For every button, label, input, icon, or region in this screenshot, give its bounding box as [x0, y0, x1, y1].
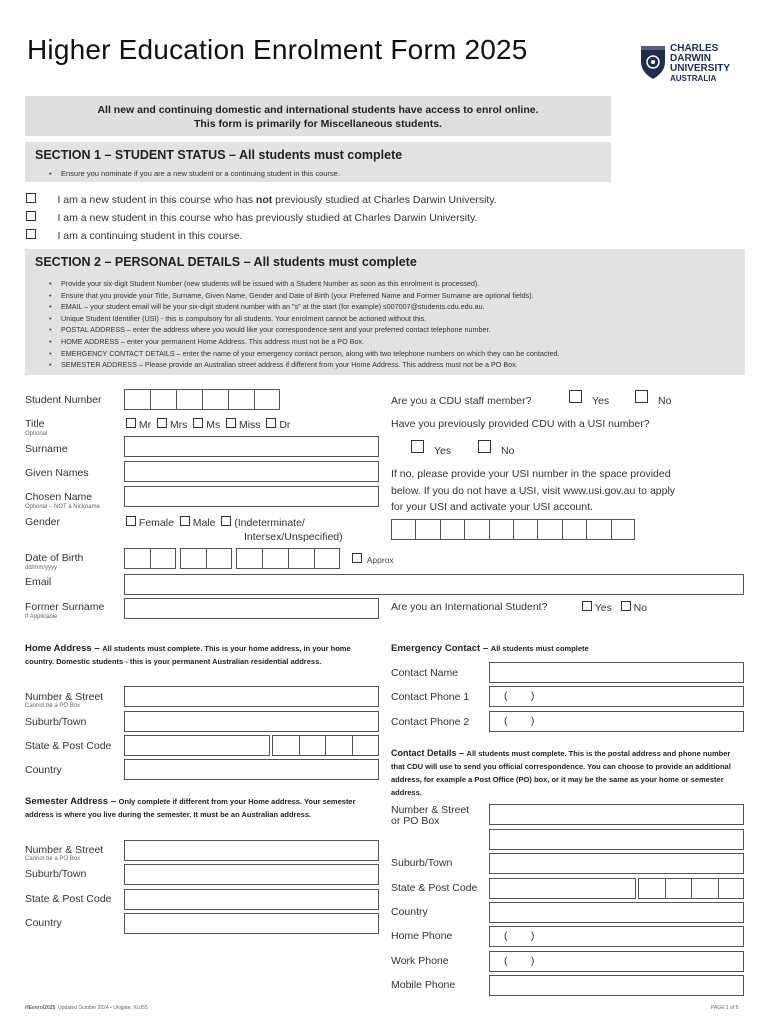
- postcode-cell[interactable]: [718, 878, 745, 899]
- status-option-1-text: I am a new student in this course who has: [57, 194, 256, 206]
- title-ms-label: Ms: [206, 419, 221, 431]
- work-phone-label: Work Phone: [391, 955, 449, 967]
- status-checkbox-3[interactable]: [26, 229, 36, 239]
- footer-left: [25, 1005, 148, 1011]
- gender-female-checkbox[interactable]: [126, 516, 136, 526]
- cdu-staff-no-label: No: [658, 395, 672, 407]
- section2-bullet: • EMERGENCY CONTACT DETAILS – enter the name of your emergency contact person, along with two telephone numbers on which they can be contacted.: [49, 348, 559, 360]
- email-input[interactable]: [124, 574, 744, 595]
- home-phone-label: Home Phone: [391, 930, 453, 942]
- semester-suburb-input[interactable]: [124, 864, 379, 885]
- contact-street-label: [391, 805, 469, 827]
- cdu-logo: [640, 44, 750, 84]
- banner-line1: All new and continuing domestic and international students have access to enrol online.: [97, 104, 539, 116]
- usi-yes-label: Yes: [434, 445, 452, 457]
- section2-bullet: • POSTAL ADDRESS – enter the address where you would like your correspondence sent and your preferred contact telephone number.: [49, 324, 559, 336]
- usi-cell[interactable]: [440, 519, 464, 540]
- contact-state-label: State & Post Code: [391, 882, 478, 894]
- contact-street-input-1[interactable]: [489, 804, 744, 825]
- footer-updated: Updated October 2024 • Unigate: XL055: [58, 1005, 148, 1011]
- postcode-cell[interactable]: [352, 735, 379, 756]
- digit-cell[interactable]: [254, 389, 280, 410]
- logo-line3: UNIVERSITY: [670, 63, 731, 74]
- usi-instructions: [391, 466, 675, 516]
- postcode-cell[interactable]: [299, 735, 326, 756]
- former-surname-note: If Applicable: [25, 614, 58, 620]
- semester-state-input[interactable]: [124, 889, 379, 910]
- semester-address-heading: [25, 796, 380, 821]
- footer-page-number: PAGE 1 of 6: [711, 1005, 739, 1011]
- title-label: Title: [25, 418, 45, 430]
- cdu-staff-no-checkbox[interactable]: [635, 390, 648, 403]
- gender-other-label-2: Intersex/Unspecified): [244, 531, 343, 543]
- logo-line1: CHARLES: [670, 43, 719, 54]
- date-cell[interactable]: [180, 548, 206, 569]
- postcode-cell[interactable]: [638, 878, 665, 899]
- gender-female-label: Female: [138, 517, 174, 529]
- title-miss-label: Miss: [238, 419, 261, 431]
- section2-bullets: [49, 278, 559, 371]
- international-yes-label: Yes: [594, 602, 612, 614]
- digit-cell[interactable]: [228, 389, 254, 410]
- usi-cell[interactable]: [513, 519, 537, 540]
- logo-line4: AUSTRALIA: [670, 74, 717, 83]
- former-surname-input[interactable]: [124, 598, 379, 619]
- given-names-label: Given Names: [25, 467, 89, 479]
- digit-cell[interactable]: [124, 389, 150, 410]
- digit-cell[interactable]: [150, 389, 176, 410]
- gender-label: Gender: [25, 516, 61, 528]
- semester-country-input[interactable]: [124, 913, 379, 934]
- usi-cell[interactable]: [391, 519, 415, 540]
- emergency-note: All students must complete: [490, 644, 589, 653]
- usi-cell[interactable]: [489, 519, 513, 540]
- postcode-cell[interactable]: [325, 735, 352, 756]
- semester-street-label: Number & Street: [25, 844, 104, 856]
- contact-street-label-2: or PO Box: [391, 815, 440, 827]
- chosen-name-label: Chosen Name: [25, 491, 93, 503]
- contact-phone2-input[interactable]: ( ): [489, 711, 744, 732]
- title-dr-checkbox[interactable]: [266, 418, 276, 428]
- usi-prev-question: Have you previously provided CDU with a USI number?: [391, 418, 650, 430]
- usi-text-2: below. If you do not have a USI, visit www.usi.gov.au to apply: [391, 484, 676, 497]
- home-street-note: Cannot be a PO Box: [25, 703, 81, 709]
- section1-title: SECTION 1 – STUDENT STATUS – All students must complete: [35, 148, 403, 162]
- home-country-input[interactable]: [124, 759, 379, 780]
- section2-bullet: • Provide your six-digit Student Number (new students will be issued with a Student Number as soon as this enrolment is processed).: [49, 278, 559, 290]
- usi-cell[interactable]: [415, 519, 439, 540]
- home-address-title: Home Address –: [25, 643, 100, 654]
- title-mr-checkbox[interactable]: [126, 418, 136, 428]
- date-cell[interactable]: [206, 548, 232, 569]
- chosen-name-input[interactable]: [124, 486, 379, 507]
- date-cell[interactable]: [314, 548, 340, 569]
- digit-cell[interactable]: [176, 389, 202, 410]
- contact-phone1-input[interactable]: ( ): [489, 686, 744, 707]
- status-option-1[interactable]: [26, 190, 497, 208]
- date-cell[interactable]: [150, 548, 176, 569]
- student-number-input[interactable]: [124, 389, 280, 410]
- gender-options[interactable]: [126, 516, 376, 544]
- semester-street-input[interactable]: [124, 840, 379, 861]
- usi-text-3: for your USI and activate your USI account.: [391, 501, 593, 513]
- contact-details-title: Contact Details –: [391, 748, 465, 758]
- status-option-2[interactable]: [26, 208, 477, 226]
- cdu-staff-question: Are you a CDU staff member?: [391, 395, 532, 407]
- usi-text-1: If no, please provide your USI number in the space provided: [391, 468, 671, 480]
- date-cell[interactable]: [236, 548, 262, 569]
- postcode-cell[interactable]: [665, 878, 692, 899]
- contact-name-input[interactable]: [489, 662, 744, 683]
- usi-cell[interactable]: [562, 519, 586, 540]
- student-number-label: Student Number: [25, 394, 102, 406]
- date-cell[interactable]: [288, 548, 314, 569]
- approx-checkbox[interactable]: [352, 553, 362, 563]
- title-mrs-label: Mrs: [169, 419, 188, 431]
- date-cell[interactable]: [124, 548, 150, 569]
- contact-suburb-input[interactable]: [489, 853, 744, 874]
- date-cell[interactable]: [262, 548, 288, 569]
- status-option-2-text: I am a new student in this course who has previously studied at Charles Darwin University.: [57, 212, 478, 224]
- contact-phone1-label: Contact Phone 1: [391, 691, 470, 703]
- home-address-note: All students must complete. This is your home address, in your home country. Domestic students - this is your permanent Australian residential address.: [25, 644, 351, 666]
- contact-country-label: Country: [391, 906, 428, 918]
- banner-line2: This form is primarily for Miscellaneous students.: [194, 118, 442, 130]
- section2-bullet: • Ensure that you provide your Title, Surname, Given Name, Gender and Date of Birth (your Preferred Name and Former Surname are optional fields).: [49, 290, 559, 302]
- section1-bullet: • Ensure you nominate if you are a new student or a continuing student in this course.: [49, 169, 340, 178]
- emergency-heading: [391, 643, 589, 656]
- usi-yes-checkbox[interactable]: [411, 440, 424, 453]
- usi-input[interactable]: [391, 519, 635, 540]
- contact-phone2-label: Contact Phone 2: [391, 716, 470, 728]
- shield-icon: [640, 44, 666, 80]
- usi-cell[interactable]: [464, 519, 488, 540]
- contact-street-label-1: Number & Street: [391, 804, 470, 816]
- home-suburb-label: Suburb/Town: [25, 716, 87, 728]
- surname-input[interactable]: [124, 436, 379, 457]
- logo-line2: DARWIN: [670, 53, 711, 64]
- postcode-cell[interactable]: [272, 735, 299, 756]
- dob-label: Date of Birth: [25, 552, 84, 564]
- usi-cell[interactable]: [611, 519, 635, 540]
- status-option-3[interactable]: [26, 226, 242, 244]
- home-suburb-input[interactable]: [124, 711, 379, 732]
- home-postcode-input[interactable]: [272, 735, 379, 756]
- section1-header: [25, 142, 611, 182]
- info-banner: [25, 96, 611, 136]
- contact-name-label: Contact Name: [391, 667, 459, 679]
- page-title: Higher Education Enrolment Form 2025: [27, 34, 528, 65]
- semester-country-label: Country: [25, 917, 62, 929]
- international-question: Are you an International Student?: [391, 601, 548, 613]
- digit-cell[interactable]: [202, 389, 228, 410]
- home-street-input[interactable]: [124, 686, 379, 707]
- semester-state-label: State & Post Code: [25, 893, 112, 905]
- usi-no-checkbox[interactable]: [478, 440, 491, 453]
- contact-state-input[interactable]: [489, 878, 636, 899]
- section2-title: SECTION 2 – PERSONAL DETAILS – All students must complete: [35, 255, 417, 269]
- title-miss-checkbox[interactable]: [226, 418, 236, 428]
- status-option-3-text: I am a continuing student in this course.: [57, 230, 243, 242]
- status-checkbox-2[interactable]: [26, 211, 36, 221]
- emergency-title: Emergency Contact –: [391, 643, 489, 654]
- home-state-input[interactable]: [124, 735, 270, 756]
- title-options[interactable]: [126, 418, 290, 431]
- cdu-staff-yes-label: Yes: [592, 395, 610, 407]
- email-label: Email: [25, 576, 52, 588]
- dob-approx[interactable]: [352, 553, 394, 565]
- contact-details-heading: [391, 747, 741, 799]
- gender-male-checkbox[interactable]: [180, 516, 190, 526]
- section2-bullet: • Unique Student Identifier (USI) - this is compulsory for all students. Your enrolment cannot be actioned without this.: [49, 313, 559, 325]
- contact-suburb-label: Suburb/Town: [391, 857, 453, 869]
- contact-details-note: All students must complete. This is the postal address and phone number that CDU will use to send you official correspondence. You can choose to provide an additional address, for example a Post Office (PO) box, or it may be the same as your home or semester address.: [391, 749, 731, 797]
- semester-address-title: Semester Address –: [25, 796, 117, 807]
- home-address-heading: [25, 643, 375, 668]
- work-phone-input[interactable]: ( ): [489, 951, 744, 972]
- international-yes-checkbox[interactable]: [582, 601, 592, 611]
- mobile-phone-label: Mobile Phone: [391, 979, 456, 991]
- mobile-phone-input[interactable]: [489, 975, 744, 996]
- usi-cell[interactable]: [586, 519, 610, 540]
- home-phone-input[interactable]: ( ): [489, 926, 744, 947]
- surname-label: Surname: [25, 443, 68, 455]
- international-no-checkbox[interactable]: [621, 601, 631, 611]
- section2-header: [25, 249, 745, 375]
- semester-street-note: Cannot be a PO Box: [25, 856, 81, 862]
- usi-no-label: No: [501, 445, 515, 457]
- home-street-label: Number & Street: [25, 691, 104, 703]
- given-names-input[interactable]: [124, 461, 379, 482]
- approx-label: Approx: [366, 555, 394, 565]
- section2-bullet: • EMAIL – your student email will be your six-digit student number with an "s" at the start (for example) s007007@students.cdu.edu.au.: [49, 301, 559, 313]
- footer-form-code: HEenrol2025: [25, 1005, 56, 1011]
- contact-postcode-input[interactable]: [638, 878, 744, 899]
- international-options[interactable]: [582, 601, 647, 614]
- contact-country-input[interactable]: [489, 902, 744, 923]
- title-mrs-checkbox[interactable]: [157, 418, 167, 428]
- status-option-1-post: previously studied at Charles Darwin University.: [272, 194, 497, 206]
- status-checkbox-1[interactable]: [26, 193, 36, 203]
- home-country-label: Country: [25, 764, 62, 776]
- home-state-label: State & Post Code: [25, 740, 112, 752]
- section2-bullet: • HOME ADDRESS – enter your permanent Home Address. This address must not be a PO Box.: [49, 336, 559, 348]
- gender-other-label: (Indeterminate/: [234, 517, 305, 529]
- semester-suburb-label: Suburb/Town: [25, 868, 87, 880]
- usi-cell[interactable]: [537, 519, 561, 540]
- gender-other-checkbox[interactable]: [221, 516, 231, 526]
- semester-address-note: Only complete if different from your Home address. Your semester address is where you live during the semester. It must be an Australian address.: [25, 797, 356, 819]
- cdu-staff-yes-checkbox[interactable]: [569, 390, 582, 403]
- status-option-1-bold: not: [255, 194, 273, 206]
- title-ms-checkbox[interactable]: [193, 418, 203, 428]
- section2-bullet: • SEMESTER ADDRESS – Please provide an Australian street address if different from your Home Address. This address must not be a PO Box.: [49, 359, 559, 371]
- chosen-name-note: Optional – NOT a Nickname: [25, 504, 100, 510]
- dob-input[interactable]: [124, 548, 340, 569]
- title-dr-label: Dr: [279, 419, 291, 431]
- postcode-cell[interactable]: [691, 878, 718, 899]
- dob-note: dd/mm/yyyy: [25, 565, 58, 571]
- contact-street-input-2[interactable]: [489, 829, 744, 850]
- title-note: Optional: [25, 431, 48, 437]
- title-mr-label: Mr: [138, 419, 152, 431]
- international-no-label: No: [633, 602, 647, 614]
- gender-male-label: Male: [192, 517, 216, 529]
- former-surname-label: Former Surname: [25, 601, 105, 613]
